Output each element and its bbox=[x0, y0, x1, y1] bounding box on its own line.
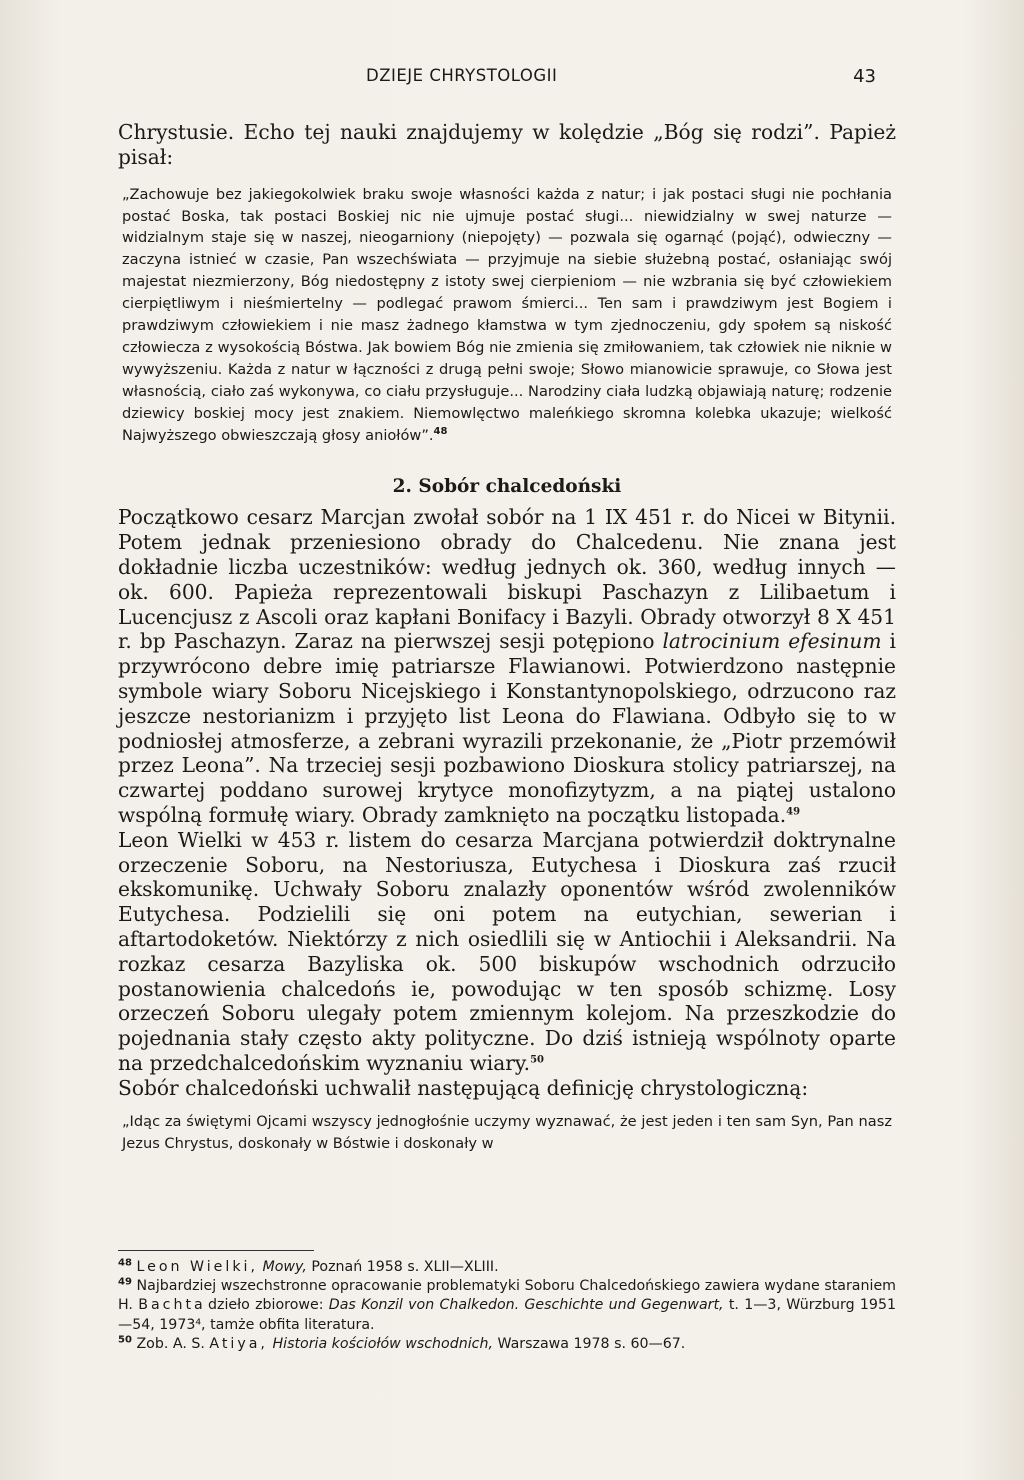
running-title: DZIEJE CHRYSTOLOGII bbox=[366, 66, 558, 85]
footnote-50-number: 50 bbox=[118, 1334, 132, 1346]
quote-leo-text: „Zachowuje bez jakiegokolwiek braku swoje własności każda z natur; i jak postaci sługi nie pochłania postać Boska, tak postaci Boskiej nic nie ujmuje postać sługi... niewidzialny w swej naturze — widzialnym staje się w naszej, nieogarniony (niepojęty) — pozwala się ogarnąć (pojąć), odwieczny — zaczyna istnieć w czasie, Pan wszechświata — przyjmuje na siebie służebną postać, osłaniając swój majestat niezmierzony, Bóg niedostępny z istoty swej cierpieniom — nie wzbrania się być człowiekiem cierpiętliwym i nieśmiertelny — podlegać prawom śmierci... Ten sam i prawdziwym jest Bogiem i prawdziwym człowiekiem i nie masz żadnego kłamstwa w tym zjednoczeniu, gdy społem są niskość człowiecza z wysokością Bóstwa. Jak bowiem Bóg nie zmienia się zmiłowaniem, tak człowiek nie niknie w wywyższeniu. Każda z natur w łączności z drugą pełni swoje; Słowo mianowicie sprawuje, co Słowa jest własnością, ciało zaś wykonywa, co ciału przysługuje... Narodziny ciała ludzką objawiają naturę; rodzenie dziewicy boskiej mocy jest znakiem. Niemowlęctwo maleńkiego skromna kolebka ukazuje; wielkość Najwyższego obwieszczają głosy aniołów”. bbox=[122, 185, 892, 444]
page-body bbox=[118, 120, 896, 1154]
footnote-49-text-a: Najbardziej wszechstronne opracowanie problematyki Soboru Chalcedońskiego zawiera wydane staraniem H. bbox=[118, 1278, 896, 1314]
footnote-48-number: 48 bbox=[118, 1257, 132, 1269]
footnote-48-rest: Poznań 1958 s. XLII—XLIII. bbox=[311, 1259, 499, 1275]
footnote-49-number: 49 bbox=[118, 1276, 132, 1288]
page-header bbox=[118, 62, 896, 92]
footnote-50 bbox=[118, 1335, 896, 1354]
paragraph-council-a: Początkowo cesarz Marcjan zwołał sobór na 1 IX 451 r. do Nicei w Bitynii. Potem jednak przeniesiono obrady do Chalcedenu. Nie znana jest dokładnie liczba uczestników: według jednych ok. 360, według innych — ok. 600. Papieża reprezentowali biskupi Paschazyn z Lilibaetum i Lucencjusz z Ascoli oraz kapłani Bonifacy i Bazyli. Obrady otworzył 8 X 451 r. bp Paschazyn. Zaraz na pierwszej sesji potępiono bbox=[118, 505, 896, 654]
footnote-49-title: Das Konzil von Chalkedon. Geschichte und Gegenwart, bbox=[328, 1297, 724, 1314]
footnote-48-title: Mowy, bbox=[262, 1259, 307, 1275]
footnote-50-rest: Warszawa 1978 s. 60—67. bbox=[497, 1335, 686, 1352]
footnote-ref-48: 48 bbox=[433, 425, 448, 437]
page-number: 43 bbox=[853, 66, 876, 87]
paragraph-leo bbox=[118, 828, 896, 1076]
footnote-49 bbox=[118, 1277, 896, 1335]
footnote-ref-50: 50 bbox=[530, 1054, 544, 1066]
quote-definition: „Idąc za świętymi Ojcami wszyscy jednogłośnie uczymy wyznawać, że jest jeden i ten sam Syn, Pan nasz Jezus Chrystus, doskonały w Bóstwie i doskonały w bbox=[122, 1112, 892, 1152]
footnote-divider bbox=[118, 1250, 314, 1251]
paragraph-leo-text: Leon Wielki w 453 r. listem do cesarza Marcjana potwierdził doktrynalne orzeczenie Soboru, na Nestoriusza, Eutychesa i Dioskura zaś rzucił ekskomunikę. Uchwały Soboru znalazły oponentów wśród zwolenników Eutychesa. Podzielili się oni potem na eutychian, sewerian i aftartodoketów. Niektórzy z nich osiedlili się w Antiochii i Aleksandrii. Na rozkaz cesarza Bazyliska ok. 500 biskupów wschodnich odrzuciło postanowienia chalcedońs ie, powodując w ten sposób schizmę. Losy orzeczeń Soboru ulegały potem zmiennym kolejom. Na przeszkodzie do pojednania stały często akty polityczne. Do dziś istnieją wspólnoty oparte na przedchalcedońskim wyznaniu wiary. bbox=[118, 827, 896, 1075]
footnote-50-title: Historia kościołów wschodnich, bbox=[272, 1335, 493, 1352]
paragraph-definition: Sobór chalcedoński uchwalił następującą definicję chrystologiczną: bbox=[118, 1075, 809, 1100]
footnote-49-text-b: a dzieło zbiorowe: bbox=[194, 1297, 324, 1314]
footnote-48 bbox=[118, 1258, 896, 1277]
section-heading: 2. Sobór chalcedoński bbox=[392, 476, 622, 498]
footnote-50-author: Atiya, bbox=[209, 1335, 268, 1352]
footnotes bbox=[118, 1258, 896, 1354]
paragraph-council-b: i przywrócono debre imię patriarsze Flawianowi. Potwierdzono następnie symbole wiary Soboru Nicejskiego i Konstantynopolskiego, odrzucono raz jeszcze nestorianizm i przyjęto list Leona do Flawiana. Odbyło się to w podniosłej atmosferze, a zebrani wyrazili przekonanie, że „Piotr przemówił przez Leona”. Na trzeciej sesji pozbawiono Dioskura stolicy patriarszej, na czwartej poddano surowej krytyce monofizytyzm, a na piątej ustalono wspólną formułę wiary. Obrady zamknięto na początku listopada. bbox=[118, 629, 896, 828]
footnote-48-author: Leon Wielki, bbox=[136, 1259, 258, 1275]
paragraph-council bbox=[118, 505, 896, 827]
footnote-49-author: Bacht bbox=[138, 1297, 195, 1314]
intro-paragraph: Chrystusie. Echo tej nauki znajdujemy w kolędzie „Bóg się rodzi”. Papież pisał: bbox=[118, 120, 896, 169]
footnote-ref-49: 49 bbox=[786, 806, 801, 818]
footnote-49-text-c: t. 1—3, Würzburg 1951—54, 1973⁴, tamże obfita literatura. bbox=[118, 1297, 897, 1333]
footnote-50-a: Zob. A. S. bbox=[136, 1335, 205, 1352]
latin-term: latrocinium efesinum bbox=[662, 629, 882, 654]
quote-leo bbox=[118, 184, 896, 447]
